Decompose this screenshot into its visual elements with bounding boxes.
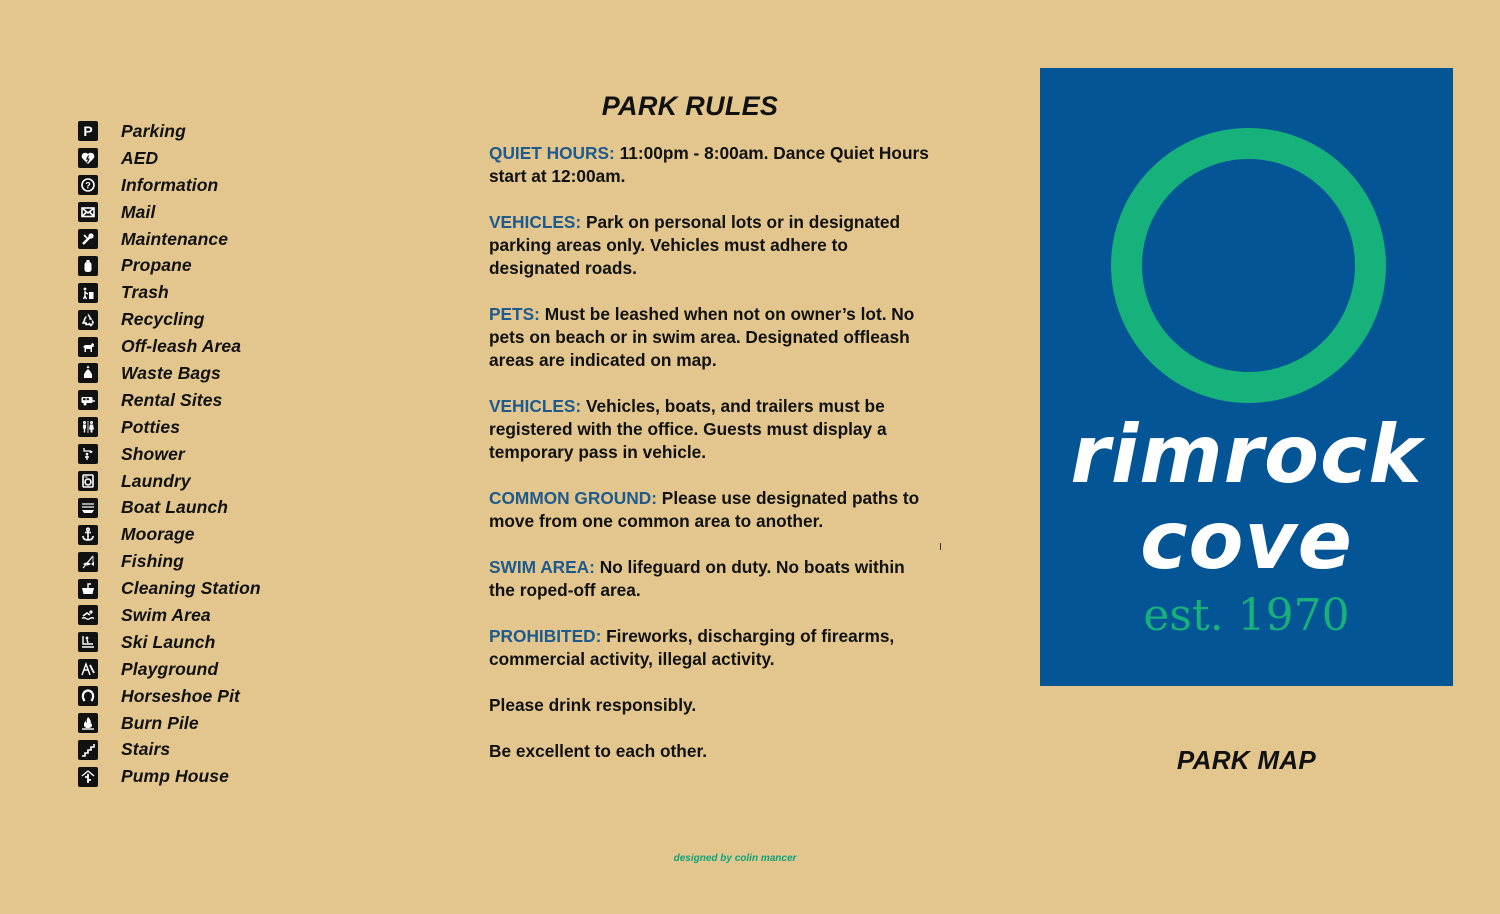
rule-text: Park on personal lots or in designated parking areas only. Vehicles must adhere to designated roads. <box>489 212 905 278</box>
legend-label: Rental Sites <box>121 389 223 410</box>
legend-label: Propane <box>121 255 192 276</box>
established-year: est. 1970 <box>1143 590 1350 641</box>
legend-item <box>78 172 378 199</box>
stray-mark <box>940 543 941 550</box>
rule-paragraph <box>489 303 929 372</box>
rule-paragraph <box>489 740 929 763</box>
legend-item <box>78 521 378 548</box>
rule-text: Be excellent to each other. <box>489 741 708 761</box>
rule-text: Fireworks, discharging of firearms, commercial activity, illegal activity. <box>489 626 900 669</box>
legend-item <box>78 656 378 683</box>
cleaning-station-icon <box>78 579 98 599</box>
shower-icon <box>78 444 98 464</box>
rule-key: SWIM AREA: <box>489 557 595 577</box>
information-icon <box>78 175 98 195</box>
legend-label: Trash <box>121 282 169 303</box>
rule-key: COMMON GROUND: <box>489 488 657 508</box>
legend-item <box>78 279 378 306</box>
rule-paragraph <box>489 211 929 280</box>
off-leash-icon <box>78 337 98 357</box>
rule-text: No lifeguard on duty. No boats within the roped-off area. <box>489 557 910 600</box>
rule-paragraph <box>489 556 929 602</box>
ski-launch-icon <box>78 632 98 652</box>
legend-label: Waste Bags <box>121 362 221 383</box>
rule-paragraph <box>489 142 934 188</box>
legend-label: Maintenance <box>121 228 229 249</box>
moorage-icon <box>78 525 98 545</box>
pump-house-icon <box>78 767 98 787</box>
legend-label: Laundry <box>121 470 191 491</box>
park-map-title: PARK MAP <box>1176 745 1317 775</box>
legend-label: Stairs <box>121 739 171 760</box>
rule-key: VEHICLES: <box>489 212 582 232</box>
legend-label: Parking <box>121 120 186 141</box>
rule-key: QUIET HOURS: <box>489 143 615 163</box>
svg-text:P: P <box>83 123 93 140</box>
legend-item <box>78 333 378 360</box>
legend-item <box>78 252 378 279</box>
designer-credit: designed by colin mancer <box>673 853 797 864</box>
rule-paragraph <box>489 694 929 717</box>
maintenance-icon <box>78 229 98 249</box>
brand-name-line2: cove <box>1140 494 1353 587</box>
legend-label: Swim Area <box>121 604 211 625</box>
rule-key: VEHICLES: <box>489 396 582 416</box>
legend-item <box>78 602 378 629</box>
legend-label: Off-leash Area <box>121 336 242 357</box>
legend-item <box>78 629 378 656</box>
legend-item <box>78 145 378 172</box>
legend-item <box>78 306 378 333</box>
legend-item <box>78 736 378 763</box>
legend-label: Ski Launch <box>121 631 216 652</box>
playground-icon <box>78 659 98 679</box>
potties-icon <box>78 417 98 437</box>
legend-label: Potties <box>121 416 181 437</box>
fishing-icon <box>78 552 98 572</box>
legend-item <box>78 710 378 737</box>
brand-name-line1: rimrock <box>1070 408 1423 501</box>
legend-label: AED <box>121 147 159 168</box>
legend-label: Burn Pile <box>121 712 199 733</box>
legend-label: Recycling <box>121 309 205 330</box>
rules-list <box>489 142 934 786</box>
rule-key: PROHIBITED: <box>489 626 602 646</box>
logo-panel <box>1040 68 1453 686</box>
stairs-icon <box>78 740 98 760</box>
legend-label: Mail <box>121 201 156 222</box>
legend-label: Fishing <box>121 551 184 572</box>
trash-icon <box>78 283 98 303</box>
rule-paragraph <box>489 625 929 671</box>
rules-title: PARK RULES <box>601 91 779 121</box>
legend-item <box>78 763 378 790</box>
rule-text: 11:00pm - 8:00am. Dance Quiet Hours start at 12:00am. <box>489 143 934 186</box>
legend-item <box>78 548 378 575</box>
legend-label: Pump House <box>121 766 229 787</box>
legend-item <box>78 199 378 226</box>
rule-text: Vehicles, boats, and trailers must be registered with the office. Guests must display a temporary pass in vehicle. <box>489 396 892 462</box>
legend-item <box>78 118 378 145</box>
swim-area-icon <box>78 605 98 625</box>
boat-launch-icon <box>78 498 98 518</box>
legend-item <box>78 494 378 521</box>
waste-bags-icon <box>78 363 98 383</box>
rental-sites-icon <box>78 390 98 410</box>
burn-pile-icon <box>78 713 98 733</box>
legend-label: Shower <box>121 443 185 464</box>
legend-label: Moorage <box>121 524 195 545</box>
legend-item <box>78 575 378 602</box>
legend-label: Information <box>121 174 219 195</box>
legend-item <box>78 414 378 441</box>
ring-logo-icon <box>1111 128 1386 403</box>
legend-item <box>78 683 378 710</box>
rule-text: Must be leashed when not on owner’s lot. No pets on beach or in swim area. Designated offleash areas are indicated on map. <box>489 304 920 370</box>
legend-label: Playground <box>121 658 219 679</box>
aed-icon <box>78 148 98 168</box>
legend-label: Horseshoe Pit <box>121 685 240 706</box>
rule-text: Please drink responsibly. <box>489 695 697 715</box>
rule-paragraph <box>489 395 929 464</box>
mail-icon <box>78 202 98 222</box>
legend-item <box>78 387 378 414</box>
legend-item <box>78 441 378 468</box>
rule-key: PETS: <box>489 304 540 324</box>
rule-text: Please use designated paths to move from one common area to another. <box>489 488 924 531</box>
legend-label: Boat Launch <box>121 497 229 518</box>
propane-icon <box>78 256 98 276</box>
svg-text:?: ? <box>85 180 91 191</box>
laundry-icon <box>78 471 98 491</box>
horseshoe-pit-icon <box>78 686 98 706</box>
legend-label: Cleaning Station <box>121 578 261 599</box>
legend-item <box>78 468 378 495</box>
legend <box>78 118 378 790</box>
parking-icon <box>78 121 98 141</box>
rule-paragraph <box>489 487 929 533</box>
legend-item <box>78 226 378 253</box>
recycling-icon <box>78 310 98 330</box>
legend-item <box>78 360 378 387</box>
